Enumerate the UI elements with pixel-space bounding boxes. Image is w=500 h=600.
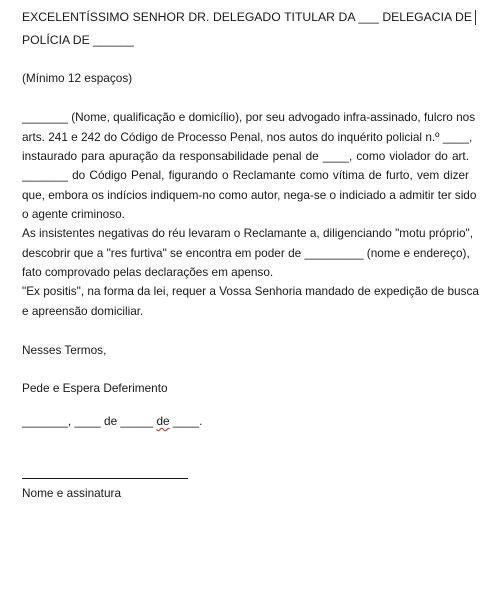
body-line: e apreensão domiciliar. bbox=[22, 304, 144, 318]
body-line: que, embora os indícios indiquem-no como autor, nega-se o indiciado a admitir ter sido bbox=[22, 188, 477, 202]
body-line: _______ do Código Penal, figurando o Reclamante como vítima de furto, vem dizer bbox=[22, 168, 469, 182]
date-line bbox=[22, 414, 202, 429]
date-line-part-2: ____. bbox=[169, 414, 203, 428]
body-line: arts. 241 e 242 do Código de Processo Penal, nos autos do inquérito policial n.º ____, bbox=[22, 130, 473, 144]
signature-label: Nome e assinatura bbox=[22, 486, 122, 500]
body-line: instaurado para apuração da responsabilidade penal de ____, como violador do art. bbox=[22, 149, 469, 163]
request-text: Pede e Espera Deferimento bbox=[22, 381, 168, 395]
misspelled-word: de bbox=[156, 414, 170, 428]
signature-line bbox=[22, 478, 188, 479]
body-line: _______ (Nome, qualificação e domicílio), por seu advogado infra-assinado, fulcro nos bbox=[22, 110, 476, 124]
header-line-1: EXCELENTÍSSIMO SENHOR DR. DELEGADO TITULAR DA ___ DELEGACIA DE bbox=[22, 10, 472, 24]
text-cursor bbox=[475, 10, 476, 25]
body-line: descobrir que a "res furtiva" se encontra em poder de _________ (nome e endereço), bbox=[22, 246, 470, 260]
body-line: o agente criminoso. bbox=[22, 207, 125, 221]
body-line: "Ex positis", na forma da lei, requer a Vossa Senhoria mandado de expedição de busca bbox=[22, 284, 479, 298]
body-line: fato comprovado pelas declarações em apenso. bbox=[22, 265, 274, 279]
date-line-part-1: _______, ____ de _____ bbox=[22, 414, 157, 428]
spacing-note: (Mínimo 12 espaços) bbox=[22, 71, 133, 85]
closing-text: Nesses Termos, bbox=[22, 343, 107, 357]
header-line-2: POLÍCIA DE ______ bbox=[22, 33, 134, 47]
body-line: As insistentes negativas do réu levaram o Reclamante a, diligenciando "motu próprio", bbox=[22, 226, 474, 240]
